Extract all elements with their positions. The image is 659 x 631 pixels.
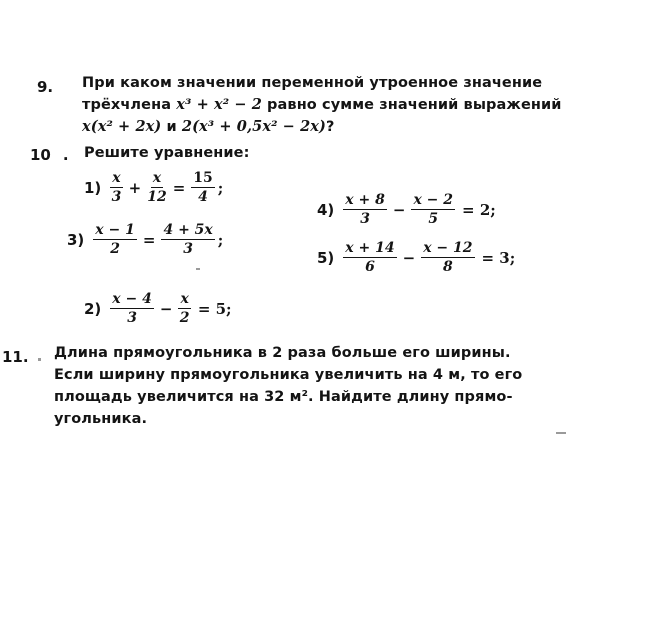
problem-9-line-3: [82, 116, 334, 138]
numerator: x − 1: [95, 222, 135, 238]
denominator: 3: [127, 310, 137, 326]
problem-9-and: и: [161, 119, 182, 135]
equals-sign: =: [172, 178, 186, 197]
equation-5: [317, 240, 515, 275]
problem-11-number: 11.: [2, 348, 29, 366]
problem-9-line-1: При каком значении переменной утроенное значение: [82, 75, 543, 91]
numerator: 15: [193, 170, 213, 186]
problem-9-expression-1: x(x² + 2x): [82, 118, 162, 135]
denominator: 6: [365, 259, 375, 275]
operator: +: [128, 178, 142, 197]
equation-3: [67, 222, 223, 257]
numerator: x: [152, 170, 162, 186]
operator: −: [402, 248, 416, 267]
problem-9-expression-2: 2(x³ + 0,5x² − 2x): [181, 118, 326, 135]
operator: −: [392, 200, 406, 219]
equation-3-fraction-1: [93, 222, 137, 257]
denominator: 3: [183, 241, 193, 257]
problem-9-line-2-post: равно сумме значений выражений: [261, 97, 562, 113]
equation-2-rhs: = 5;: [197, 299, 232, 318]
denominator: 3: [111, 189, 122, 205]
problem-10-title: Решите уравнение:: [84, 145, 250, 161]
denominator: 2: [179, 310, 190, 326]
denominator: 8: [442, 259, 453, 275]
equation-1-fraction-2: [147, 170, 166, 205]
problem-11-line-2: Если ширину прямоугольника увеличить на 4 м, то его: [54, 367, 523, 383]
denominator: 4: [198, 189, 208, 205]
problem-9-line-2-pre: трёхчлена: [82, 97, 177, 113]
problem-11-line-1: Длина прямоугольника в 2 раза больше его ширины.: [54, 345, 511, 361]
equation-5-label: 5): [317, 248, 335, 267]
semicolon: ;: [217, 230, 224, 249]
equation-1: [84, 170, 223, 205]
equals-sign: =: [142, 230, 156, 249]
equation-2-fraction-1: [110, 291, 154, 326]
equation-1-fraction-3: [191, 170, 214, 205]
numerator: x − 2: [413, 192, 454, 208]
equation-4-label: 4): [317, 200, 335, 219]
problem-11-line-4: угольника.: [54, 411, 148, 427]
denominator: 5: [428, 211, 439, 227]
scan-speck: [38, 358, 41, 361]
equation-2-fraction-2: [178, 291, 190, 326]
numerator: x − 12: [423, 240, 473, 256]
numerator: x: [112, 170, 121, 186]
equation-5-fraction-2: [421, 240, 474, 275]
numerator: x + 14: [345, 240, 395, 256]
equation-1-label: 1): [84, 178, 102, 197]
equation-4-fraction-1: [343, 192, 387, 227]
semicolon: ;: [217, 178, 224, 197]
problem-9-line-2: [82, 94, 562, 116]
equation-3-fraction-2: [161, 222, 214, 257]
problem-10-number-digits: 10: [30, 146, 51, 164]
numerator: 4 + 5x: [163, 222, 213, 238]
equation-4-fraction-2: [411, 192, 455, 227]
problem-9-trinomial: x³ + x² − 2: [176, 96, 262, 113]
equation-2: [84, 291, 232, 326]
equation-5-rhs: = 3;: [481, 248, 516, 267]
problem-9-number: 9.: [37, 78, 54, 96]
problem-10-number-dot: .: [62, 146, 69, 164]
equation-4-rhs: = 2;: [462, 200, 496, 219]
operator: −: [159, 299, 173, 318]
equation-4: [317, 192, 496, 227]
equation-3-label: 3): [67, 230, 85, 249]
equation-1-fraction-1: [110, 170, 122, 205]
numerator: x: [180, 291, 189, 307]
problem-10-number: [30, 146, 69, 164]
equation-2-label: 2): [84, 299, 102, 318]
denominator: 12: [147, 189, 167, 205]
numerator: x − 4: [112, 291, 152, 307]
scan-speck: [196, 268, 200, 270]
denominator: 2: [110, 241, 120, 257]
denominator: 3: [360, 211, 370, 227]
equation-5-fraction-1: [343, 240, 396, 275]
scan-speck: [556, 432, 566, 434]
problem-11-line-3: площадь увеличится на 32 м². Найдите длину прямо-: [54, 389, 513, 405]
numerator: x + 8: [345, 192, 385, 208]
problem-9-question-mark: ?: [325, 119, 335, 135]
